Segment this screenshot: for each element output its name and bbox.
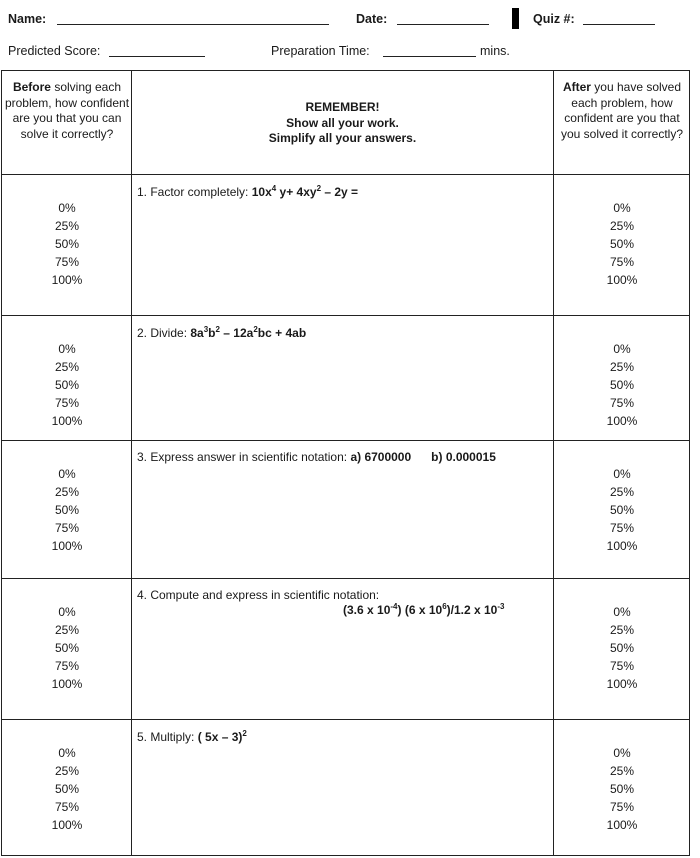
problem-3: 3. Express answer in scientific notation: a) 6700000 b) 0.000015: [137, 450, 496, 464]
confidence-option[interactable]: 100%: [606, 677, 638, 691]
mins-label: mins.: [480, 44, 510, 58]
confidence-option[interactable]: 100%: [51, 818, 83, 832]
confidence-option[interactable]: 50%: [609, 503, 635, 517]
confidence-option[interactable]: 50%: [54, 237, 80, 251]
confidence-option[interactable]: 25%: [609, 764, 635, 778]
confidence-option[interactable]: 100%: [51, 677, 83, 691]
confidence-option[interactable]: 75%: [54, 521, 80, 535]
confidence-option[interactable]: 0%: [613, 746, 631, 760]
after-confidence-scale: [555, 199, 689, 289]
confidence-option[interactable]: 25%: [54, 623, 80, 637]
before-confidence-scale: [2, 744, 132, 834]
before-header: Before solving each problem, how confident are you that you can solve it correctly?: [4, 80, 130, 141]
row-divider: [1, 440, 690, 441]
confidence-option[interactable]: 75%: [609, 800, 635, 814]
confidence-option[interactable]: 25%: [609, 485, 635, 499]
confidence-option[interactable]: 75%: [54, 255, 80, 269]
show-work-instruction: Show all your work.: [286, 115, 399, 130]
problem-4: 4. Compute and express in scientific notation: (3.6 x $10^{-4}$) (6 x $10^6)/1.2$ x $10^{-3}$: [137, 588, 505, 617]
row-divider: [1, 578, 690, 579]
confidence-option[interactable]: 25%: [609, 360, 635, 374]
row-divider: [1, 719, 690, 720]
confidence-option[interactable]: 50%: [54, 378, 80, 392]
confidence-option[interactable]: 75%: [609, 396, 635, 410]
confidence-option[interactable]: 75%: [54, 800, 80, 814]
name-label: Name:: [8, 12, 47, 26]
confidence-option[interactable]: 0%: [58, 746, 76, 760]
quiz-label: Quiz #:: [533, 12, 575, 26]
confidence-option[interactable]: 100%: [51, 539, 83, 553]
confidence-option[interactable]: 100%: [606, 273, 638, 287]
before-confidence-scale: [2, 603, 132, 693]
confidence-option[interactable]: 75%: [609, 521, 635, 535]
after-confidence-scale: [555, 340, 689, 430]
quiz-field-line[interactable]: [583, 24, 655, 25]
column-divider-right: [553, 70, 554, 856]
confidence-option[interactable]: 25%: [54, 485, 80, 499]
prep-time-label: Preparation Time:: [271, 44, 370, 58]
confidence-option[interactable]: 50%: [609, 641, 635, 655]
confidence-option[interactable]: 0%: [613, 467, 631, 481]
confidence-option[interactable]: 75%: [609, 659, 635, 673]
confidence-option[interactable]: 100%: [606, 818, 638, 832]
confidence-option[interactable]: 50%: [609, 237, 635, 251]
confidence-option[interactable]: 50%: [54, 503, 80, 517]
before-confidence-scale: [2, 465, 132, 555]
date-field-line[interactable]: [397, 24, 489, 25]
row-divider: [1, 315, 690, 316]
after-confidence-scale: [555, 465, 689, 555]
confidence-option[interactable]: 75%: [54, 659, 80, 673]
confidence-option[interactable]: 75%: [609, 255, 635, 269]
confidence-option[interactable]: 75%: [54, 396, 80, 410]
confidence-option[interactable]: 50%: [609, 782, 635, 796]
confidence-option[interactable]: 100%: [51, 273, 83, 287]
problem-5: 5. Multiply: ( 5x – 3)$^2$: [137, 729, 247, 744]
confidence-option[interactable]: 0%: [613, 605, 631, 619]
problem-1: 1. Factor completely: $10x^4$ $y+ 4xy^2 - 2y$ =: [137, 184, 359, 199]
problem-2: 2. Divide: $8a^3b^2 - 12a^2bc + 4ab$: [137, 325, 307, 340]
confidence-option[interactable]: 25%: [609, 623, 635, 637]
confidence-option[interactable]: 25%: [609, 219, 635, 233]
row-divider: [1, 174, 690, 175]
confidence-option[interactable]: 50%: [609, 378, 635, 392]
after-confidence-scale: [555, 744, 689, 834]
confidence-option[interactable]: 25%: [54, 219, 80, 233]
after-header: After you have solved each problem, how confident are you that you solved it correctly?: [560, 80, 684, 141]
confidence-option[interactable]: 25%: [54, 764, 80, 778]
divider-bar: [512, 8, 519, 29]
prep-time-line[interactable]: [383, 56, 476, 57]
confidence-option[interactable]: 0%: [58, 467, 76, 481]
confidence-option[interactable]: 0%: [58, 605, 76, 619]
simplify-instruction: Simplify all your answers.: [268, 131, 417, 145]
predicted-score-label: Predicted Score:: [8, 44, 101, 58]
confidence-option[interactable]: 0%: [58, 342, 76, 356]
confidence-option[interactable]: 100%: [606, 539, 638, 553]
confidence-option[interactable]: 100%: [606, 414, 638, 428]
remember-header: [132, 100, 553, 147]
after-confidence-scale: [555, 603, 689, 693]
confidence-option[interactable]: 0%: [613, 201, 631, 215]
before-confidence-scale: [2, 340, 132, 430]
column-divider-left: [131, 70, 132, 856]
before-confidence-scale: [2, 199, 132, 289]
name-field-line[interactable]: [57, 24, 329, 25]
confidence-option[interactable]: 0%: [58, 201, 76, 215]
date-label: Date:: [356, 12, 388, 26]
confidence-option[interactable]: 25%: [54, 360, 80, 374]
confidence-option[interactable]: 100%: [51, 414, 83, 428]
remember-title: REMEMBER!: [305, 100, 380, 114]
confidence-option[interactable]: 50%: [54, 782, 80, 796]
confidence-option[interactable]: 50%: [54, 641, 80, 655]
confidence-option[interactable]: 0%: [613, 342, 631, 356]
predicted-score-line[interactable]: [109, 56, 205, 57]
